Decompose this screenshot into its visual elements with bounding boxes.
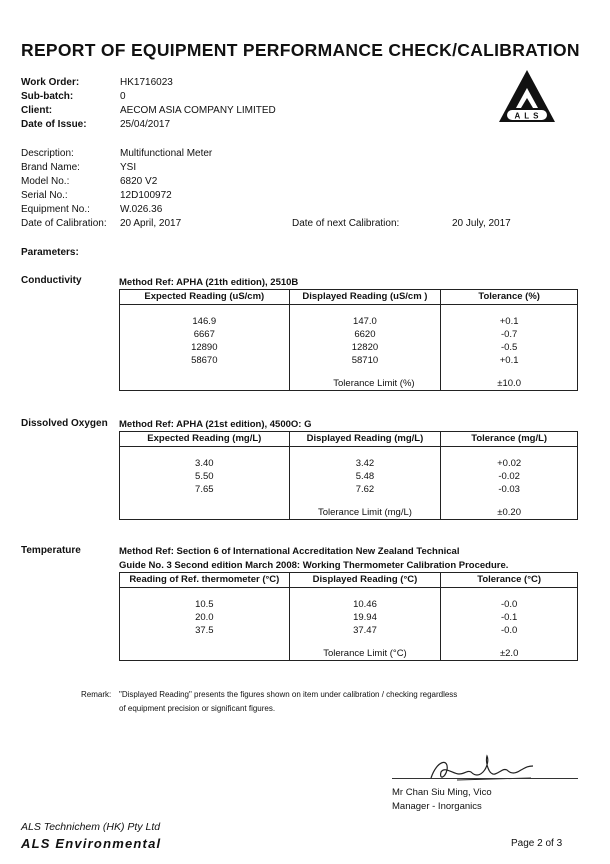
footer-company: ALS Technichem (HK) Pty Ltd bbox=[21, 821, 161, 833]
serial-value: 12D100972 bbox=[120, 190, 172, 201]
parameters-label: Parameters: bbox=[21, 247, 79, 258]
brand-value: YSI bbox=[120, 162, 137, 173]
column-header: Reading of Ref. thermometer (°C) bbox=[120, 573, 290, 588]
sub-batch-label: Sub-batch: bbox=[21, 91, 74, 102]
signature-line bbox=[392, 778, 578, 779]
remark-label: Remark: bbox=[81, 690, 112, 699]
tolerance-limit-label: Tolerance Limit (%) bbox=[289, 377, 441, 391]
column-header: Displayed Reading (°C) bbox=[289, 573, 441, 588]
table-row: 6667 6620 -0.7 bbox=[120, 328, 578, 341]
dissolved-oxygen-method: Method Ref: APHA (21st edition), 4500O: G bbox=[119, 419, 312, 430]
column-header: Displayed Reading (uS/cm ) bbox=[289, 290, 441, 305]
tolerance-limit-label: Tolerance Limit (°C) bbox=[289, 647, 441, 661]
model-value: 6820 V2 bbox=[120, 176, 158, 187]
tolerance-limit-value: ±2.0 bbox=[441, 647, 578, 661]
next-calibration-label: Date of next Calibration: bbox=[292, 218, 400, 229]
table-row: 5.50 5.48 -0.02 bbox=[120, 470, 578, 483]
page-number: Page 2 of 3 bbox=[511, 838, 563, 849]
column-header: Tolerance (%) bbox=[441, 290, 578, 305]
description-value: Multifunctional Meter bbox=[120, 148, 213, 159]
work-order-value: HK1716023 bbox=[120, 77, 173, 88]
footer-brand: ALS Environmental bbox=[21, 836, 162, 851]
column-header: Expected Reading (uS/cm) bbox=[120, 290, 290, 305]
description-label: Description: bbox=[21, 148, 74, 159]
remark-line2: of equipment precision or significant figures. bbox=[119, 704, 276, 713]
dissolved-oxygen-table bbox=[119, 431, 578, 520]
remark-line1: "Displayed Reading" presents the figures shown on item under calibration / checking regardless bbox=[119, 690, 458, 699]
conductivity-method: Method Ref: APHA (21th edition), 2510B bbox=[119, 277, 299, 288]
serial-label: Serial No.: bbox=[21, 190, 68, 201]
tolerance-limit-label: Tolerance Limit (mg/L) bbox=[289, 506, 441, 520]
table-row: 37.5 37.47 -0.0 bbox=[120, 624, 578, 637]
svg-text:A L S: A L S bbox=[514, 111, 540, 121]
client-value: AECOM ASIA COMPANY LIMITED bbox=[120, 105, 276, 116]
conductivity-table bbox=[119, 289, 578, 391]
column-header: Displayed Reading (mg/L) bbox=[289, 432, 441, 447]
sub-batch-value: 0 bbox=[120, 91, 126, 102]
als-logo bbox=[497, 68, 557, 124]
tolerance-limit-row bbox=[120, 647, 578, 661]
tolerance-limit-value: ±10.0 bbox=[441, 377, 578, 391]
client-label: Client: bbox=[21, 105, 53, 116]
table-row: 10.5 10.46 -0.0 bbox=[120, 598, 578, 611]
tolerance-limit-value: ±0.20 bbox=[441, 506, 578, 520]
table-row: 7.65 7.62 -0.03 bbox=[120, 483, 578, 496]
tolerance-limit-row bbox=[120, 506, 578, 520]
conductivity-label: Conductivity bbox=[21, 275, 82, 286]
signatory-title: Manager - Inorganics bbox=[392, 801, 482, 812]
next-calibration-value: 20 July, 2017 bbox=[452, 218, 511, 229]
temperature-method-line2: Guide No. 3 Second edition March 2008: Working Thermometer Calibration Procedure. bbox=[119, 560, 509, 571]
report-title: REPORT OF EQUIPMENT PERFORMANCE CHECK/CALIBRATION bbox=[21, 40, 580, 60]
issue-date-label: Date of Issue: bbox=[21, 119, 87, 130]
dissolved-oxygen-label: Dissolved Oxygen bbox=[21, 418, 108, 429]
signatory-name: Mr Chan Siu Ming, Vico bbox=[392, 787, 492, 798]
column-header: Tolerance (mg/L) bbox=[441, 432, 578, 447]
table-row: 146.9 147.0 +0.1 bbox=[120, 315, 578, 328]
work-order-label: Work Order: bbox=[21, 77, 80, 88]
calibration-date-label: Date of Calibration: bbox=[21, 218, 107, 229]
calibration-date-value: 20 April, 2017 bbox=[120, 218, 182, 229]
table-row: 12890 12820 -0.5 bbox=[120, 341, 578, 354]
tolerance-limit-row bbox=[120, 377, 578, 391]
temperature-table bbox=[119, 572, 578, 661]
column-header: Expected Reading (mg/L) bbox=[120, 432, 290, 447]
equipment-no-value: W.026.36 bbox=[120, 204, 163, 215]
model-label: Model No.: bbox=[21, 176, 70, 187]
issue-date-value: 25/04/2017 bbox=[120, 119, 171, 130]
column-header: Tolerance (°C) bbox=[441, 573, 578, 588]
brand-label: Brand Name: bbox=[21, 162, 80, 173]
table-row: 3.40 3.42 +0.02 bbox=[120, 457, 578, 470]
temperature-method-line1: Method Ref: Section 6 of International Accreditation New Zealand Technical bbox=[119, 546, 460, 557]
temperature-label: Temperature bbox=[21, 545, 81, 556]
table-row: 58670 58710 +0.1 bbox=[120, 354, 578, 367]
table-row: 20.0 19.94 -0.1 bbox=[120, 611, 578, 624]
signature bbox=[427, 752, 537, 786]
equipment-no-label: Equipment No.: bbox=[21, 204, 90, 215]
